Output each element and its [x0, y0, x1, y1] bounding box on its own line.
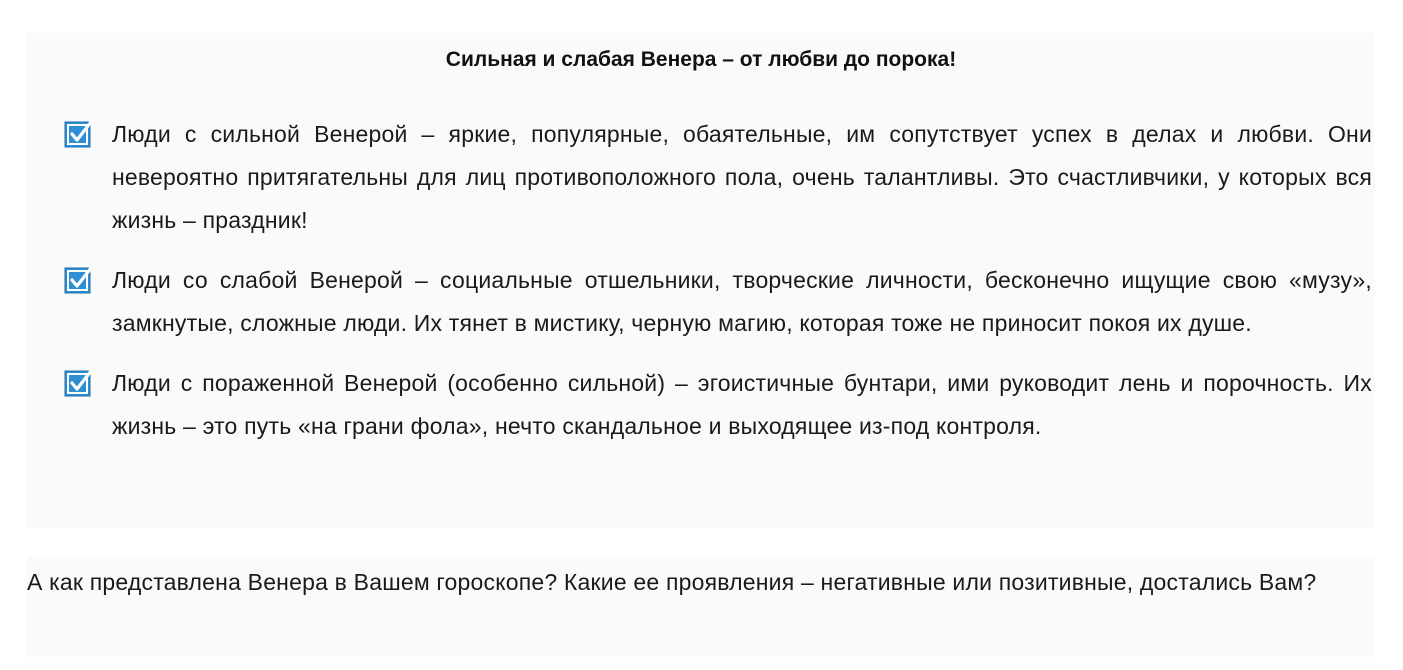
- checked-checkbox-icon: [64, 368, 94, 398]
- checked-checkbox-icon: [64, 119, 94, 149]
- card-title: Сильная и слабая Венера – от любви до порока!: [445, 48, 957, 71]
- list-item-text: Люди с пораженной Венерой (особенно сильной) – эгоистичные бунтари, ими руководит лень и порочность. Их жизнь – это путь «на грани фола», нечто скандальное и выходящее из-под контроля.: [112, 370, 1372, 439]
- list-item-text: Люди с сильной Венерой – яркие, популярные, обаятельные, им сопутствует успех в делах и любви. Они невероятно притягательны для лиц противоположного пола, очень талантливы. Это счастливчики, у которых вся жизнь – праздник!: [112, 121, 1372, 233]
- list-item: [64, 362, 1375, 448]
- list-item: [64, 259, 1375, 345]
- footer-block: [27, 557, 1375, 657]
- feature-list: [64, 113, 1375, 465]
- checked-checkbox-icon: [64, 265, 94, 295]
- content-card: [27, 33, 1375, 528]
- closing-question: А как представлена Венера в Вашем гороскопе? Какие ее проявления – негативные или позитивные, достались Вам?: [27, 569, 1317, 595]
- list-item-text: Люди со слабой Венерой – социальные отшельники, творческие личности, бесконечно ищущие свою «музу», замкнутые, сложные люди. Их тянет в мистику, черную магию, которая тоже не приносит покоя их душе.: [112, 267, 1372, 336]
- list-item: [64, 113, 1375, 242]
